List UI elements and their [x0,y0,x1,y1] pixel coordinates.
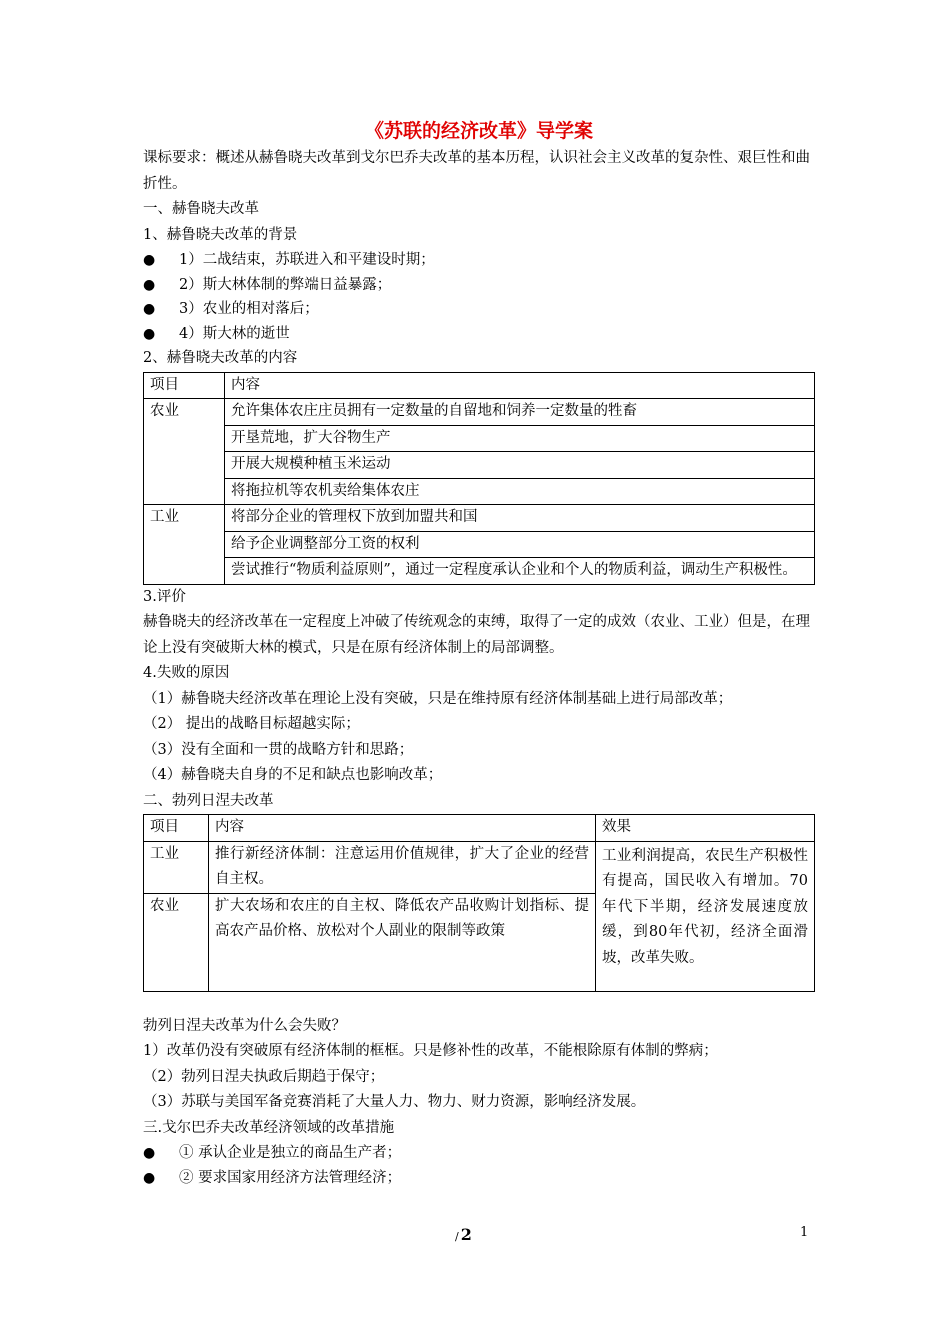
header-cell: 项目 [144,372,225,399]
brezhnev-failure-reason: （2）勃列日涅夫执政后期趋于保守； [143,1068,385,1085]
bullet-item: ● ② 要求国家用经济方法管理经济； [143,1166,815,1191]
bullet-icon: ● [143,252,156,268]
header-cell: 效果 [596,815,815,842]
bullet-item: ● 4）斯大林的逝世 [143,322,815,347]
table-row [144,399,815,426]
category-cell-industry: 工业 [144,841,209,893]
table-row [144,841,815,893]
section1-2-heading: 2、赫鲁晓夫改革的内容 [143,350,298,366]
page-count: / 2 [455,1225,472,1244]
bullet-icon: ● [143,301,156,317]
effect-cell: 工业利润提高，农民生产积极性有提高，国民收入有增加。70年代下半期，经济发展速度放缓，到80年代初，经济全面滑坡，改革失败。 [596,841,815,991]
bullet-item: ● 3）农业的相对落后； [143,297,815,322]
section1-4-heading: 4.失败的原因 [143,665,230,681]
bullet-icon: ● [143,1169,156,1186]
bullet-item: ● ① 承认企业是独立的商品生产者； [143,1141,815,1166]
table-cell: 开垦荒地，扩大谷物生产 [225,425,815,452]
table-row [144,505,815,532]
bullet-icon: ● [143,276,156,293]
table-row [144,425,815,452]
document-page [143,118,815,1190]
brezhnev-failure-reason: （3）苏联与美国军备竞赛消耗了大量人力、物力、财力资源，影响经济发展。 [143,1094,646,1110]
failure-reason: （3）没有全面和一贯的战略方针和思路； [143,741,414,758]
brezhnev-failure-reason: 1）改革仍没有突破原有经济体制的框框。只是修补性的改革，不能根除原有体制的弊病； [143,1043,718,1059]
table-cell: 将部分企业的管理权下放到加盟共和国 [225,505,815,532]
table-cell: 给予企业调整部分工资的权利 [225,531,815,558]
brezhnev-failure-question: 勃列日涅夫改革为什么会失败？ [143,1017,346,1034]
header-cell: 内容 [209,815,596,842]
table-row [144,478,815,505]
category-cell-agriculture: 农业 [144,399,225,505]
failure-reason: （2） 提出的战略目标超越实际； [143,716,360,732]
table-cell: 推行新经济体制：注意运用价值规律，扩大了企业的经营自主权。 [209,841,596,893]
failure-reason: （4）赫鲁晓夫自身的不足和缺点也影响改革； [143,767,443,783]
document-title: 《苏联的经济改革》导学案 [364,120,593,142]
table-header-row [144,372,815,399]
category-cell-agriculture: 农业 [144,893,209,991]
failure-reason: （1）赫鲁晓夫经济改革在理论上没有突破，只是在维持原有经济体制基础上进行局部改革； [143,690,733,707]
table-cell: 将拖拉机等农机卖给集体农庄 [225,478,815,505]
header-cell: 内容 [225,372,815,399]
category-cell-industry: 工业 [144,505,225,585]
table-row [144,531,815,558]
khrushchev-reform-table [143,372,815,585]
header-cell: 项目 [144,815,209,842]
table-row [144,452,815,479]
evaluation-paragraph: 赫鲁晓夫的经济改革在一定程度上冲破了传统观念的束缚，取得了一定的成效（农业、工业）但是，在理论上没有突破斯大林的模式，只是在原有经济体制上的局部调整。 [143,614,810,656]
table-header-row [144,815,815,842]
section1-heading: 一、赫鲁晓夫改革 [143,201,259,217]
table-cell: 允许集体农庄庄员拥有一定数量的自留地和饲养一定数量的牲畜 [225,399,815,426]
bullet-icon: ● [143,325,156,342]
page-number: 1 [800,1225,809,1240]
bullet-icon: ● [143,1145,156,1161]
intro-paragraph: 课标要求：概述从赫鲁晓夫改革到戈尔巴乔夫改革的基本历程，认识社会主义改革的复杂性、艰巨性和曲折性。 [143,150,810,192]
bullet-item: ● 1）二战结束，苏联进入和平建设时期； [143,248,815,273]
section2-heading: 二、勃列日涅夫改革 [143,792,274,809]
section3-heading: 三.戈尔巴乔夫改革经济领域的改革措施 [143,1119,395,1136]
table-cell: 开展大规模种植玉米运动 [225,452,815,479]
section1-3-heading: 3.评价 [143,588,186,605]
section1-1-heading: 1、赫鲁晓夫改革的背景 [143,226,298,243]
table-row [144,558,815,585]
table-cell: 扩大农场和农庄的自主权、降低农产品收购计划指标、提高农产品价格、放松对个人副业的限制等政策 [209,893,596,991]
brezhnev-reform-table [143,814,815,992]
table-cell: 尝试推行“物质利益原则”，通过一定程度承认企业和个人的物质利益，调动生产积极性。 [225,558,815,585]
bullet-item: ● 2）斯大林体制的弊端日益暴露； [143,273,815,298]
